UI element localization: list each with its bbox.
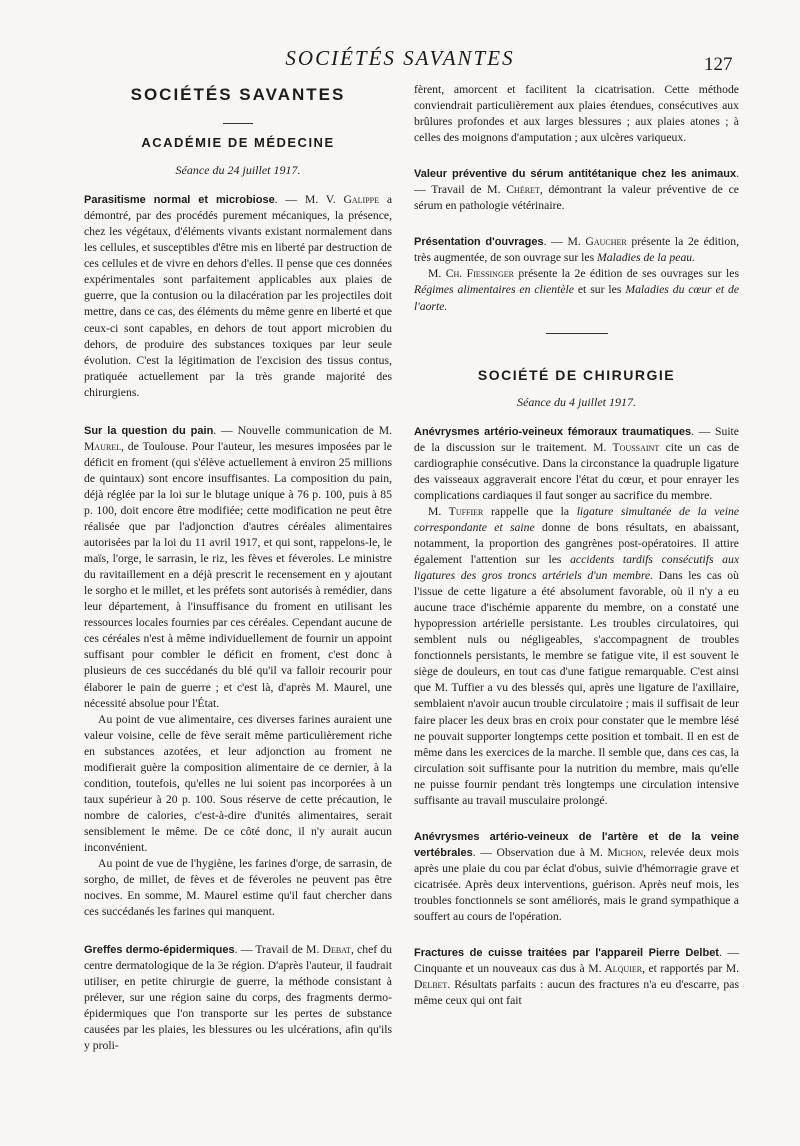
page-number: 127 xyxy=(704,54,733,75)
article-text: Dans les cas où l'issue de cette ligature a été absolument favorable, où il n'y a eu aucune trace d'ischémie apparente du membre, on a constaté une hypopression artérielle persistante. Les troubles circulatoires, qui semblent nuls ou négligeables, s'accompagnent de troubles fonctionnels persistants, le membre se fatigue vite, il est souvent le siège de douleurs, en tout cas d'une fatigue remarquable. C'est ainsi que M. Tuffier a vu des blessés qui, après une ligature de l'axillaire, semblaient n'avoir aucun trouble circulatoire ; mais il suffisait de leur faire placer les deux bras en croix pour constater que le membre lésé ne pouvait supporter longtemps cette position et tombait. Il en est de même dans les exercices de la marche. Il semble que, dans ces cas, la circulation soit suffisante pour la nutrition du membre, mais qu'elle ne puisse fournir pendant très longtemps une circulation intensive suffisante au travail musculaire prolongé. xyxy=(414,569,739,807)
article-text: . Résultats parfaits : aucun des fractures n'a eu d'escarre, pas même ceux qui ont fait xyxy=(414,978,739,1008)
section-title: SOCIÉTÉS SAVANTES xyxy=(130,85,346,104)
right-column xyxy=(414,82,739,1009)
article-heading: Valeur préventive du sérum antitétanique chez les animaux xyxy=(414,168,737,181)
article-text: rappelle que la xyxy=(490,504,570,518)
conjunction: et sur les xyxy=(577,283,622,297)
article-intro: Travail de xyxy=(431,183,482,197)
article-text: , de Toulouse. Pour l'auteur, les mesures imposées par le déficit en froment (qui s'élève actuellement à environ 25 millions de quintaux) sont encore insuffisantes. La composition du pain, déjà réglée par la loi sur le blutage unique à 76 p. 100, puis à 85 p. 100, doit encore être modifiée; cette modification ne peut être réalisée que par l'adjonction d'autres céréales alimentaires autorisées par la loi du 11 avril 1917, et qui sont, rappelons-le, le maïs, l'orge, le sarrasin, le riz, les fèves et féveroles. Le ministre du ravitaillement en a déjà prescrit le recensement en y ajoutant le sorgho et le millet, et les préfets sont autorisés à remédier, dans leur département, à l'insuffisance du froment en utilisant les ressources locales fournies par ces céréales. Cependant aucune de ces céréales n'est à même individuellement de fournir un appoint suffisant pour combler le déficit en froment, c'est donc à plusieurs de ces succédanés du blé qu'il va falloir recourir pour élaborer le pain de guerre ; et c'est là, d'après M. Maurel, une nécessité absolue pour l'État. xyxy=(84,439,392,710)
article-ouvrages: Présentation d'ouvrages. — M. Gaucher présente la 2e édition, très augmentée, de son ouvrage sur les Maladies de la peau. xyxy=(414,235,739,265)
article-text: a démontré, par des procédés purement mécaniques, la présence, chez les végétaux, d'éléments vivants existant normalement dans les cellules, et susceptibles d'être mis en liberté par destruction de ces cellules et de vivre en dehors d'elles. Il pense que ces données expérimentales sont parfaitement applicables aux plaies de guerre, que la contusion ou la dilacération par les projectiles doit mettre, dans ce cas, des éléments du même genre en liberté et que ceux-ci sont capables, en dehors de tout apport microbien du dehors, de produire des substances toxiques par leur seule évolution. C'est la légitimation de l'excision des tissus contus, pratiquée actuellement par la très grande majorité des chirurgiens. xyxy=(84,193,392,399)
article-text: , et rapportés par xyxy=(642,962,723,976)
book-title: Régimes alimentaires en clientèle xyxy=(414,283,574,297)
emphasis: ligature simultanée de la veine correspondante et saine xyxy=(414,504,740,534)
article-parasitisme: Parasitisme normal et microbiose. — M. V. Galippe a démontré, par des procédés purement mécaniques, la présence, chez les végétaux, d'éléments vivants existant normalement dans les cellules, et susceptibles d'être mis en liberté par destruction de ces cellules et de vivre en dehors d'elles. Il pense que ces données expérimentales sont parfaitement applicables aux plaies de guerre, que la contusion ou la dilacération par les projectiles doit mettre, dans ce cas, des éléments du même genre en liberté et que ceux-ci sont capables, en dehors de tout apport microbien du dehors, de produire des substances toxiques par leur seule évolution. C'est la légitimation de l'excision des tissus contus, pratiquée actuellement par la très grande majorité des chirurgiens. xyxy=(84,193,392,399)
article-text: présente la 2e édition de ses ouvrages sur les xyxy=(518,267,740,281)
session-date: Séance du 24 juillet 1917. xyxy=(175,163,301,178)
author-name: M. Michon xyxy=(589,845,644,859)
article-anevrysmes-vertebraux: Anévrysmes artério-veineux de l'artère et de la veine vertébrales. — Observation due à M. Michon, relevée deux mois après une plaie du cou par éclat d'obus, suivie d'hémorragie grave et cicatrisée. Après deux interventions, guérison. Après neuf mois, les troubles fonctionnels se sont améliorés, mais le grand sympathique a souffert au cours de l'opération. xyxy=(414,830,740,924)
article-text: cite un cas de cardiographie consécutive. Dans la circonstance la quadruple ligature des vaisseaux aggraverait encore l'état du cœur, et pour enrayer les complications cardiaques il faut songer au sacrifice du membre. xyxy=(414,440,740,502)
article-text: , relevée deux mois après une plaie du cou par éclat d'obus, suivie d'hémorragie grave et cicatrisée. Après deux interventions, guérison. Après neuf mois, les troubles fonctionnels se sont améliorés, mais le grand sympathique a souffert au cours de l'opération. xyxy=(414,845,740,924)
article-heading: Anévrysmes artério-veineux de l'artère et de la veine vertébrales xyxy=(414,830,739,859)
title-rule xyxy=(223,123,253,124)
article-text: Cinquante et un nouveaux cas dus à xyxy=(414,962,585,976)
article-heading: Anévrysmes artério-veineux fémoraux traumatiques xyxy=(414,425,692,438)
article-heading: Présentation d'ouvrages xyxy=(414,236,544,249)
article-text: Suite de la discussion sur le traitement. xyxy=(414,424,739,454)
section-rule xyxy=(546,333,608,334)
book-title: Maladies du cœur et de l'aorte. xyxy=(414,283,740,313)
continued-text: fèrent, amorcent et facilitent la cicatrisation. Cette méthode conviendrait particulièrement aux plaies étendues, consécutives aux brûlures profondes et aux larges blessures ; aux plaies atones ; à celles des moignons d'amputation ; aux ulcères variqueux. xyxy=(414,83,739,145)
author-name: M. Delbet xyxy=(414,962,740,992)
paragraph xyxy=(414,504,739,809)
author-name: M. Toussaint xyxy=(593,440,660,454)
article-anevrysmes-femoraux: Anévrysmes artério-veineux fémoraux traumatiques. — Suite de la discussion sur le traitement. M. Toussaint cite un cas de cardiographie consécutive. Dans la circonstance la quadruple ligature des vaisseaux aggraverait encore l'état du cœur, et pour enrayer les complications cardiaques il faut songer au sacrifice du membre. xyxy=(414,424,740,502)
paragraph: Au point de vue de l'hygiène, les farines d'orge, de sarrasin, de sorgho, de millet, de fèves et de féveroles ne peuvent pas être nocives. En somme, M. Maurel estime qu'il faut chercher dans ces succédanés les farines qui manquent. xyxy=(84,857,392,919)
emphasis: accidents tardifs consécutifs aux ligatures des gros troncs artériels d'un membre. xyxy=(414,553,740,583)
article-text: , chef du centre dermatologique de la 3e région. D'après l'auteur, il faudrait utiliser, en petite chirurgie de guerre, la méthode consistant à prélever, sur une région saine du corps, des fragments dermo-épidermiques que l'on transporte sur les pertes de substance causées par les plaies, les blessures ou les ulcérations, afin qu'ils y proli- xyxy=(84,943,393,1053)
session-date: Séance du 4 juillet 1917. xyxy=(517,394,636,409)
article-greffes: Greffes dermo-épidermiques. — Travail de M. Debat, chef du centre dermatologique de la 3e région. D'après l'auteur, il faudrait utiliser, en petite chirurgie de guerre, la méthode consistant à prélever, sur une région saine du corps, des fragments dermo-épidermiques que l'on transporte sur les pertes de substance causées par les plaies, les blessures ou les ulcérations, afin qu'ils y proli- xyxy=(84,943,393,1053)
paragraph xyxy=(414,266,739,314)
academy-title: ACADÉMIE DE MÉDECINE xyxy=(141,135,335,151)
article-pain: Sur la question du pain. — Nouvelle communication de M. Maurel, de Toulouse. Pour l'auteur, les mesures imposées par le déficit en froment (qui s'élève actuellement à environ 25 millions de quintaux) sont encore insuffisantes. La composition du pain, déjà réglée par la loi sur le blutage unique à 76 p. 100, puis à 85 p. 100, doit encore être modifiée; cette modification ne peut être réalisée que par l'adjonction d'autres céréales alimentaires autorisées par la loi du 11 avril 1917, et qui sont, rappelons-le, le maïs, l'orge, le sarrasin, le riz, les fèves et féveroles. Le ministre du ravitaillement en a déjà prescrit le recensement en y ajoutant le sorgho et le millet, et les préfets sont autorisés à remédier, dans leur département, à l'insuffisance du froment en utilisant les ressources locales fournies par ces céréales. Cependant aucune de ces céréales n'est à même individuellement de fournir un appoint suffisant pour combler le déficit en froment, c'est donc à plusieurs de ces succédanés du blé qu'il va falloir recourir pour élaborer le pain de guerre ; et c'est là, d'après M. Maurel, une nécessité absolue pour l'État. xyxy=(84,423,393,710)
article-heading: Parasitisme normal et microbiose xyxy=(84,194,275,207)
book-title: Maladies de la peau. xyxy=(597,251,696,265)
author-name: M. Ch. Fiessinger xyxy=(428,267,514,281)
article-text: , démontrant la valeur préventive de ce sérum en pathologie vétérinaire. xyxy=(414,183,739,213)
left-column xyxy=(84,82,392,1055)
running-head: SOCIÉTÉS SAVANTES xyxy=(285,46,515,70)
article-intro: Nouvelle communication de xyxy=(237,423,374,437)
article-text: donne de bons résultats, en abaissant, notamment, la proportion des gangrènes post-opératoires. Il attire également l'attention sur les xyxy=(414,520,739,567)
article-text: Observation due à xyxy=(496,845,585,859)
article-intro: Travail de xyxy=(255,943,303,957)
article-heading: Greffes dermo-épidermiques xyxy=(84,944,235,957)
author-name: M. Debat xyxy=(306,943,351,957)
author-name: M. Maurel xyxy=(84,423,393,453)
society-title: SOCIÉTÉ DE CHIRURGIE xyxy=(477,366,676,383)
author-name: M. Gaucher xyxy=(567,235,627,249)
author-name: M. V. Galippe xyxy=(304,193,380,207)
article-fractures: Fractures de cuisse traitées par l'appareil Pierre Delbet. — Cinquante et un nouveaux cas dus à M. Alquier, et rapportés par M. Delbet. Résultats parfaits : aucun des fractures n'a eu d'escarre, pas même ceux qui ont fait xyxy=(414,946,740,1008)
article-heading: Fractures de cuisse traitées par l'appareil Pierre Delbet xyxy=(414,947,719,960)
paragraph: Au point de vue alimentaire, ces diverses farines auraient une valeur voisine, celle de fève serait même particulièrement riche en substances azotées, et leur adjonction au froment ne modifierait guère la composition alimentaire de ce dernier, à la condition, toutefois, qu'elles ne lui soient pas incorporées à un taux supérieur à 20 p. 100. Sous réserve de cette précaution, le nombre de calories, c'est-à-dire d'unités alimentaires, serait sensiblement le même. De ce côté donc, il n'y aurait aucun inconvénient. xyxy=(84,712,392,854)
article-serum: Valeur préventive du sérum antitétanique chez les animaux. — Travail de M. Chéret, démontrant la valeur préventive de ce sérum en pathologie vétérinaire. xyxy=(414,167,739,213)
author-name: M. Tuffier xyxy=(428,504,484,518)
author-name: M. Alquier xyxy=(588,962,643,976)
author-name: M. Chéret xyxy=(487,183,540,197)
article-heading: Sur la question du pain xyxy=(84,424,214,437)
article-text: présente la 2e édition, très augmentée, de son ouvrage sur les xyxy=(414,235,739,265)
